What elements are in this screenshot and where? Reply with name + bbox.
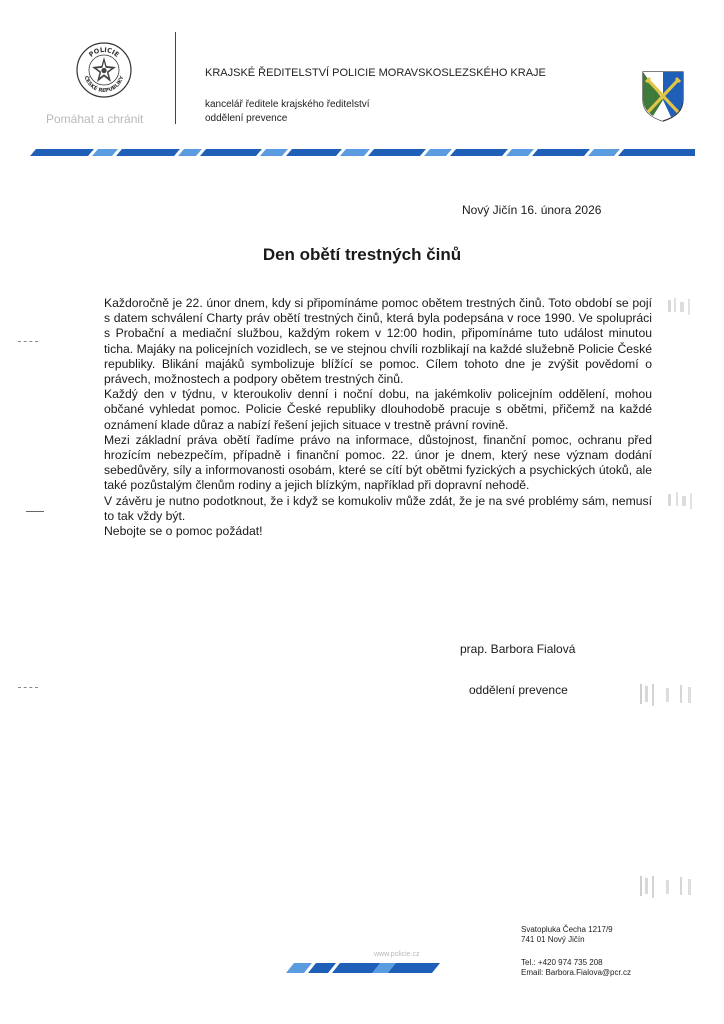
svg-text:ČESKÉ REPUBLIKY bbox=[83, 75, 126, 94]
footer-contact bbox=[521, 958, 631, 978]
letter-title: Den obětí trestných činů bbox=[262, 245, 462, 264]
footer-website: www.policie.cz bbox=[374, 951, 420, 958]
contact-email: Email: Barbora.Fialova@pcr.cz bbox=[521, 968, 631, 977]
svg-text:POLICIE bbox=[87, 46, 120, 59]
margin-mark bbox=[26, 511, 44, 512]
logo-text-top: POLICIE bbox=[87, 45, 121, 59]
organization-name: KRAJSKÉ ŘEDITELSTVÍ POLICIE MORAVSKOSLEZSKÉHO KRAJE bbox=[205, 67, 546, 79]
police-star-logo bbox=[76, 42, 132, 98]
office-line-1: kancelář ředitele krajského ředitelství bbox=[205, 99, 370, 110]
footer-stripe bbox=[284, 961, 440, 975]
stamp-artifact bbox=[664, 488, 696, 518]
regional-crest-icon bbox=[641, 70, 685, 122]
footer-address bbox=[521, 925, 613, 945]
paragraph: V závěru je nutno podotknout, že i když se komukoliv může zdát, že je na své problémy sám, nemusí to tak vždy být. bbox=[104, 493, 652, 523]
stamp-artifact bbox=[664, 294, 696, 324]
signature-name: prap. Barbora Fialová bbox=[460, 642, 576, 656]
stamp-artifact bbox=[636, 872, 696, 906]
paragraph: Mezi základní práva obětí řadíme právo na informace, důstojnost, finanční pomoc, ochranu před hrozícím nebezpečím, případně i finanční pomoc. 22. únor je dnem, který nese význam dodání sebedůvěry, síly a informovanosti osobám, které se cítí být obětmi fyzických a psychických útoků, ale také pozůstalým členům rodiny a jejich blízkým, například při dopravní nehodě. bbox=[104, 432, 652, 493]
office-block bbox=[205, 98, 370, 126]
contact-phone: Tel.: +420 974 735 208 bbox=[521, 958, 603, 967]
margin-mark bbox=[18, 687, 38, 689]
address-street: Svatopluka Čecha 1217/9 bbox=[521, 925, 613, 934]
paragraph: Každoročně je 22. únor dnem, kdy si připomínáme pomoc obětem trestných činů. Toto období se pojí s datem schválení Charty práv obětí trestných činů, která byla podepsána v roce 1990. Ve spolupráci s Probační a mediační službou, každým rokem v 12:00 hodin, připomínáme tuto událost minutou ticha. Majáky na policejních vozidlech, se ve stejnou chvíli rozblikají na každé služebně Policie České republiky. Blikání majáků symbolizuje blížící se pomoc. Cílem tohoto dne je zvýšit povědomí o právech, možnostech a podpory obětem trestných činů. bbox=[104, 296, 652, 387]
letter-body bbox=[104, 296, 652, 539]
signature-department: oddělení prevence bbox=[469, 683, 568, 697]
address-city: 741 01 Nový Jičín bbox=[521, 935, 585, 944]
motto: Pomáhat a chránit bbox=[46, 112, 144, 126]
logo-text-bottom: ČESKÉ REPUBLIKY bbox=[82, 75, 126, 95]
stamp-artifact bbox=[636, 680, 696, 714]
header-stripe bbox=[30, 146, 695, 158]
margin-mark bbox=[18, 341, 38, 343]
office-line-2: oddělení prevence bbox=[205, 113, 288, 124]
paragraph: Nebojte se o pomoc požádat! bbox=[104, 524, 263, 539]
paragraph: Každý den v týdnu, v kteroukoliv denní i noční dobu, na jakémkoliv policejním oddělení, mohou občané vyhledat pomoc. Policie České republiky dlouhodobě pracuje s obětmi, přičemž na každé oznámení klade důraz a nabízí řešení jejich situace v trestně právní rovině. bbox=[104, 387, 652, 432]
letter-date: Nový Jičín 16. února 2026 bbox=[462, 203, 602, 217]
header-divider bbox=[175, 32, 176, 124]
